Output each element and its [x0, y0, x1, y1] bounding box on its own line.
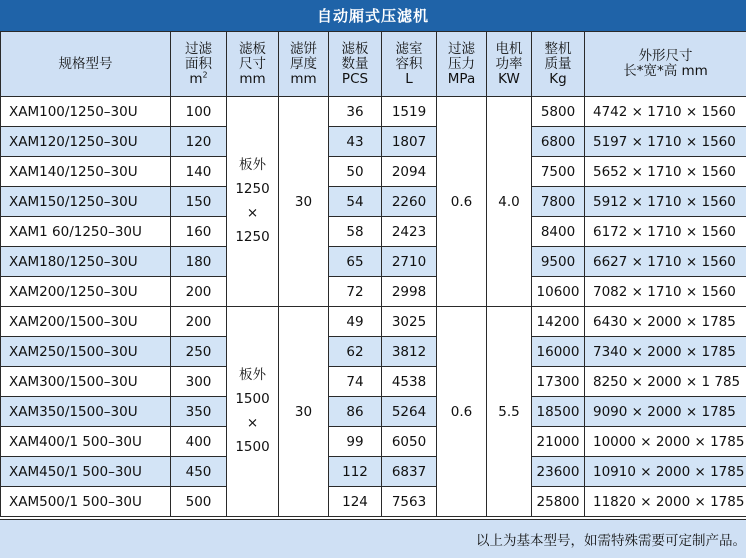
plate-count-cell: 65: [329, 247, 382, 277]
model-cell: XAM150/1250–30U: [1, 187, 171, 217]
header-line: 厚度: [290, 55, 317, 72]
model-cell: XAM100/1250–30U: [1, 97, 171, 127]
header-machine-weight: [532, 32, 585, 97]
dimensions-cell: 7340 × 2000 × 1785: [585, 337, 746, 367]
weight-cell: 17300: [532, 367, 585, 397]
header-motor-power: [487, 32, 532, 97]
dimensions-cell: 5197 × 1710 × 1560: [585, 127, 746, 157]
plate-size-line: 板外: [239, 367, 266, 383]
pressure-cell: 0.6: [437, 307, 487, 517]
header-line: MPa: [447, 70, 476, 87]
header-row: [1, 32, 746, 97]
weight-cell: 21000: [532, 427, 585, 457]
dimensions-cell: 8250 × 2000 × 1 785: [585, 367, 746, 397]
model-cell: XAM1 60/1250–30U: [1, 217, 171, 247]
header-line: 面积: [185, 55, 212, 72]
dimensions-cell: 6627 × 1710 × 1560: [585, 247, 746, 277]
plate-size-line: 板外: [239, 157, 266, 173]
volume-cell: 3812: [382, 337, 437, 367]
header-line: mm: [290, 70, 317, 87]
power-cell: 5.5: [487, 307, 532, 517]
plate-count-cell: 58: [329, 217, 382, 247]
weight-cell: 23600: [532, 457, 585, 487]
dimensions-cell: 7082 × 1710 × 1560: [585, 277, 746, 307]
weight-cell: 16000: [532, 337, 585, 367]
area-cell: 100: [171, 97, 227, 127]
header-model: [1, 32, 171, 97]
header-line: Kg: [549, 70, 567, 87]
header-line: 长*宽*高 mm: [623, 63, 708, 79]
volume-cell: 2423: [382, 217, 437, 247]
model-cell: XAM400/1 500–30U: [1, 427, 171, 457]
table-row: [1, 97, 746, 127]
area-cell: 140: [171, 157, 227, 187]
plate-count-cell: 112: [329, 457, 382, 487]
dimensions-cell: 6430 × 2000 × 1785: [585, 307, 746, 337]
power-cell: 4.0: [487, 97, 532, 307]
area-cell: 150: [171, 187, 227, 217]
header-chamber-volume: [382, 32, 437, 97]
pressure-cell: 0.6: [437, 97, 487, 307]
plate-size-line: 1250: [235, 181, 270, 197]
header-line: mm: [239, 70, 266, 87]
header-line: 外形尺寸: [638, 48, 693, 64]
dimensions-cell: 10000 × 2000 × 1785: [585, 427, 746, 457]
volume-cell: 4538: [382, 367, 437, 397]
header-plate-count: [329, 32, 382, 97]
weight-cell: 7800: [532, 187, 585, 217]
plate-count-cell: 72: [329, 277, 382, 307]
model-cell: XAM250/1500–30U: [1, 337, 171, 367]
weight-cell: 14200: [532, 307, 585, 337]
model-cell: XAM350/1500–30U: [1, 397, 171, 427]
area-cell: 350: [171, 397, 227, 427]
model-cell: XAM140/1250–30U: [1, 157, 171, 187]
area-cell: 160: [171, 217, 227, 247]
plate-count-cell: 50: [329, 157, 382, 187]
plate-size-line: ×: [246, 205, 259, 221]
plate-count-cell: 36: [329, 97, 382, 127]
table-row: [1, 337, 746, 367]
header-line: 数量: [341, 55, 369, 72]
plate-size-cell: [227, 307, 279, 517]
volume-cell: 7563: [382, 487, 437, 517]
plate-count-cell: 99: [329, 427, 382, 457]
weight-cell: 7500: [532, 157, 585, 187]
volume-cell: 1519: [382, 97, 437, 127]
cake-thickness-cell: 30: [279, 97, 329, 307]
plate-count-cell: 86: [329, 397, 382, 427]
plate-size-line: 1250: [235, 229, 270, 245]
plate-count-cell: 54: [329, 187, 382, 217]
table-body: [1, 97, 746, 517]
dimensions-cell: 4742 × 1710 × 1560: [585, 97, 746, 127]
table-row: [1, 487, 746, 517]
volume-cell: 2998: [382, 277, 437, 307]
header-cake-thickness: [279, 32, 329, 97]
table-row: [1, 187, 746, 217]
weight-cell: 8400: [532, 217, 585, 247]
plate-count-cell: 74: [329, 367, 382, 397]
header-line: 功率: [495, 55, 523, 72]
header-line: 规格型号: [58, 55, 113, 72]
weight-cell: 9500: [532, 247, 585, 277]
model-cell: XAM120/1250–30U: [1, 127, 171, 157]
area-cell: 450: [171, 457, 227, 487]
table-row: [1, 457, 746, 487]
header-plate-size: [227, 32, 279, 97]
header-line: 电机: [495, 40, 523, 57]
table-row: [1, 307, 746, 337]
plate-size-line: ×: [246, 415, 259, 431]
header-line: 压力: [448, 55, 475, 72]
dimensions-cell: 10910 × 2000 × 1785: [585, 457, 746, 487]
header-line: 过滤: [448, 40, 475, 57]
header-line: 整机: [544, 40, 572, 57]
area-cell: 120: [171, 127, 227, 157]
table-row: [1, 427, 746, 457]
header-line: 过滤: [185, 40, 212, 57]
dimensions-cell: 5912 × 1710 × 1560: [585, 187, 746, 217]
header-line: PCS: [341, 70, 369, 87]
weight-cell: 18500: [532, 397, 585, 427]
header-filter-pressure: [437, 32, 487, 97]
table-row: [1, 127, 746, 157]
volume-cell: 6050: [382, 427, 437, 457]
weight-cell: 10600: [532, 277, 585, 307]
area-cell: 200: [171, 307, 227, 337]
dimensions-cell: 6172 × 1710 × 1560: [585, 217, 746, 247]
volume-cell: 2260: [382, 187, 437, 217]
table-title: 自动厢式压滤机: [0, 0, 746, 31]
dimensions-cell: 11820 × 2000 × 1785: [585, 487, 746, 517]
header-line: $m^2$: [189, 70, 208, 87]
table-row: [1, 217, 746, 247]
volume-cell: 2094: [382, 157, 437, 187]
header-line: 质量: [544, 55, 572, 72]
weight-cell: 6800: [532, 127, 585, 157]
model-cell: XAM450/1 500–30U: [1, 457, 171, 487]
plate-size-stack: [227, 158, 278, 245]
volume-cell: 6837: [382, 457, 437, 487]
area-cell: 250: [171, 337, 227, 367]
header-line: 滤室: [395, 40, 423, 57]
header-filter-area: [171, 32, 227, 97]
plate-count-cell: 49: [329, 307, 382, 337]
volume-cell: 5264: [382, 397, 437, 427]
header-line: 容积: [395, 55, 423, 72]
plate-size-stack: [227, 368, 278, 455]
area-cell: 300: [171, 367, 227, 397]
table-row: [1, 247, 746, 277]
footer-note: [0, 519, 746, 558]
model-cell: XAM200/1500–30U: [1, 307, 171, 337]
model-cell: XAM500/1 500–30U: [1, 487, 171, 517]
table-row: [1, 397, 746, 427]
volume-cell: 3025: [382, 307, 437, 337]
plate-count-cell: 124: [329, 487, 382, 517]
area-cell: 500: [171, 487, 227, 517]
spec-table: [0, 31, 746, 517]
table-row: [1, 157, 746, 187]
header-line: 滤板: [341, 40, 369, 57]
plate-size-cell: [227, 97, 279, 307]
area-cell: 400: [171, 427, 227, 457]
cake-thickness-cell: 30: [279, 307, 329, 517]
dimensions-cell: 5652 × 1710 × 1560: [585, 157, 746, 187]
footer-text: 以上为基本型号，如需特殊需要可定制产品。: [476, 533, 746, 549]
model-cell: XAM180/1250–30U: [1, 247, 171, 277]
weight-cell: 5800: [532, 97, 585, 127]
table-row: [1, 277, 746, 307]
volume-cell: 1807: [382, 127, 437, 157]
plate-size-line: 1500: [235, 439, 270, 455]
area-cell: 200: [171, 277, 227, 307]
dimensions-cell: 9090 × 2000 × 1785: [585, 397, 746, 427]
header-line: KW: [498, 70, 520, 87]
header-overall-dimensions: [585, 32, 746, 97]
weight-cell: 25800: [532, 487, 585, 517]
plate-count-cell: 62: [329, 337, 382, 367]
model-cell: XAM200/1250–30U: [1, 277, 171, 307]
header-line: L: [405, 70, 413, 87]
model-cell: XAM300/1500–30U: [1, 367, 171, 397]
plate-size-line: 1500: [235, 391, 270, 407]
area-cell: 180: [171, 247, 227, 277]
header-line: 尺寸: [239, 55, 266, 72]
header-line: 滤板: [239, 40, 266, 57]
volume-cell: 2710: [382, 247, 437, 277]
table-row: [1, 367, 746, 397]
header-line: 滤饼: [290, 40, 317, 57]
plate-count-cell: 43: [329, 127, 382, 157]
